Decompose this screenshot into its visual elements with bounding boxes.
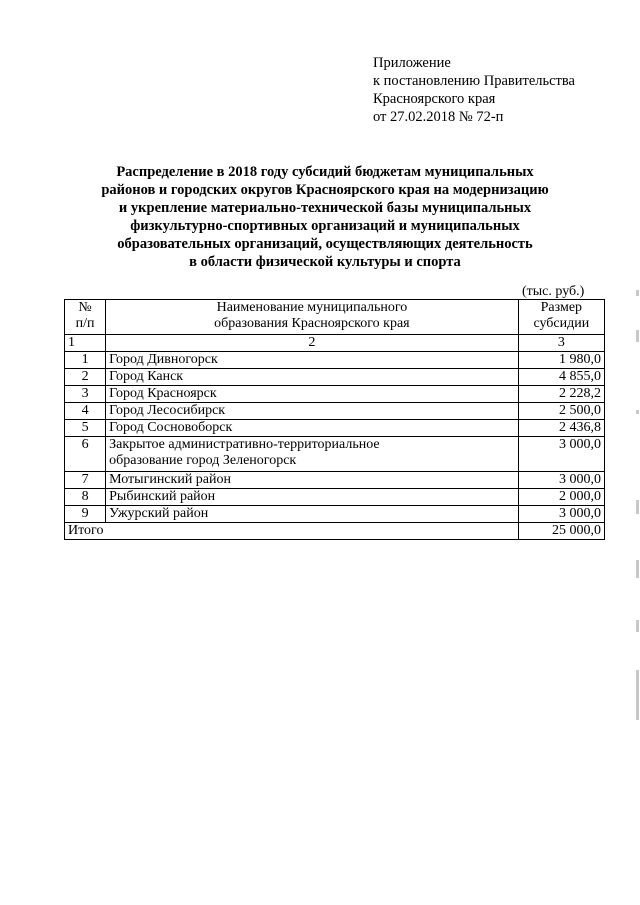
row-number: 2 xyxy=(65,369,106,386)
row-subsidy-amount: 2 000,0 xyxy=(518,489,604,506)
municipality-name-line: Город Красноярск xyxy=(109,386,217,401)
municipality-name-line: Город Сосновоборск xyxy=(109,420,233,435)
row-subsidy-amount: 2 436,8 xyxy=(518,420,604,437)
row-subsidy-amount: 2 228,2 xyxy=(518,386,604,403)
row-number: 9 xyxy=(65,506,106,523)
row-number: 7 xyxy=(65,472,106,489)
row-subsidy-amount: 4 855,0 xyxy=(518,369,604,386)
row-number: 8 xyxy=(65,489,106,506)
header-amount-line: Размер xyxy=(540,300,583,315)
table-row xyxy=(65,506,605,523)
row-subsidy-amount: 3 000,0 xyxy=(518,506,604,523)
column-index-row xyxy=(65,335,605,352)
document-title xyxy=(60,163,590,271)
row-subsidy-amount: 1 980,0 xyxy=(518,352,604,369)
title-line: образовательных организаций, осуществляющих деятельность xyxy=(117,236,533,252)
table-row xyxy=(65,489,605,506)
scan-edge-artifact xyxy=(632,290,640,720)
title-line: физкультурно-спортивных организаций и муниципальных xyxy=(130,218,520,234)
index-cell: 1 xyxy=(65,335,106,352)
table-header-row xyxy=(65,300,605,335)
municipality-name-line: Ужурский район xyxy=(109,506,209,521)
municipality-name-line: Город Лесосибирск xyxy=(109,403,226,418)
header-name-line: образования Красноярского края xyxy=(214,316,410,331)
row-municipality xyxy=(106,386,519,403)
row-municipality xyxy=(106,369,519,386)
row-number: 3 xyxy=(65,386,106,403)
row-municipality xyxy=(106,489,519,506)
municipality-name-line: Закрытое административно-территориальное xyxy=(109,437,380,452)
total-amount: 25 000,0 xyxy=(518,523,604,540)
municipality-name-line: образование город Зеленогорск xyxy=(109,453,297,468)
header-num xyxy=(65,300,106,335)
table-row xyxy=(65,420,605,437)
units-label: (тыс. руб.) xyxy=(522,284,585,299)
index-cell: 2 xyxy=(106,335,519,352)
table-row xyxy=(65,369,605,386)
title-line: в области физической культуры и спорта xyxy=(189,254,461,270)
municipality-name-line: Город Канск xyxy=(109,369,184,384)
row-municipality xyxy=(106,472,519,489)
row-municipality xyxy=(106,352,519,369)
row-municipality xyxy=(106,437,519,472)
header-num-line: № xyxy=(78,300,92,315)
header-amount xyxy=(518,300,604,335)
municipality-name-line: Рыбинский район xyxy=(109,489,216,504)
table-row xyxy=(65,386,605,403)
annex-line: Красноярского края xyxy=(373,91,496,107)
title-line: районов и городских округов Красноярского края на модернизацию xyxy=(101,182,549,198)
annex-line: к постановлению Правительства xyxy=(373,73,575,89)
row-municipality xyxy=(106,506,519,523)
subsidy-table xyxy=(64,299,605,540)
municipality-name-line: Мотыгинский район xyxy=(109,472,232,487)
title-line: Распределение в 2018 году субсидий бюджетам муниципальных xyxy=(116,164,534,180)
row-subsidy-amount: 3 000,0 xyxy=(518,437,604,472)
row-municipality xyxy=(106,420,519,437)
row-municipality xyxy=(106,403,519,420)
header-name xyxy=(106,300,519,335)
annex-line: от 27.02.2018 № 72-п xyxy=(373,109,504,125)
header-amount-line: субсидии xyxy=(533,316,590,331)
index-cell: 3 xyxy=(518,335,604,352)
row-number: 1 xyxy=(65,352,106,369)
table-row xyxy=(65,437,605,472)
header-num-line: п/п xyxy=(75,316,95,331)
total-row xyxy=(65,523,605,540)
table-row xyxy=(65,472,605,489)
total-label: Итого xyxy=(65,523,519,540)
title-line: и укрепление материально-технической базы муниципальных xyxy=(118,200,532,216)
municipality-name-line: Город Дивногорск xyxy=(109,352,218,367)
row-subsidy-amount: 3 000,0 xyxy=(518,472,604,489)
row-number: 4 xyxy=(65,403,106,420)
table-row xyxy=(65,403,605,420)
table-body xyxy=(65,352,605,523)
row-number: 6 xyxy=(65,437,106,472)
table-row xyxy=(65,352,605,369)
header-name-line: Наименование муниципального xyxy=(216,300,408,315)
row-subsidy-amount: 2 500,0 xyxy=(518,403,604,420)
row-number: 5 xyxy=(65,420,106,437)
annex-block xyxy=(373,54,575,126)
annex-line: Приложение xyxy=(373,55,451,71)
